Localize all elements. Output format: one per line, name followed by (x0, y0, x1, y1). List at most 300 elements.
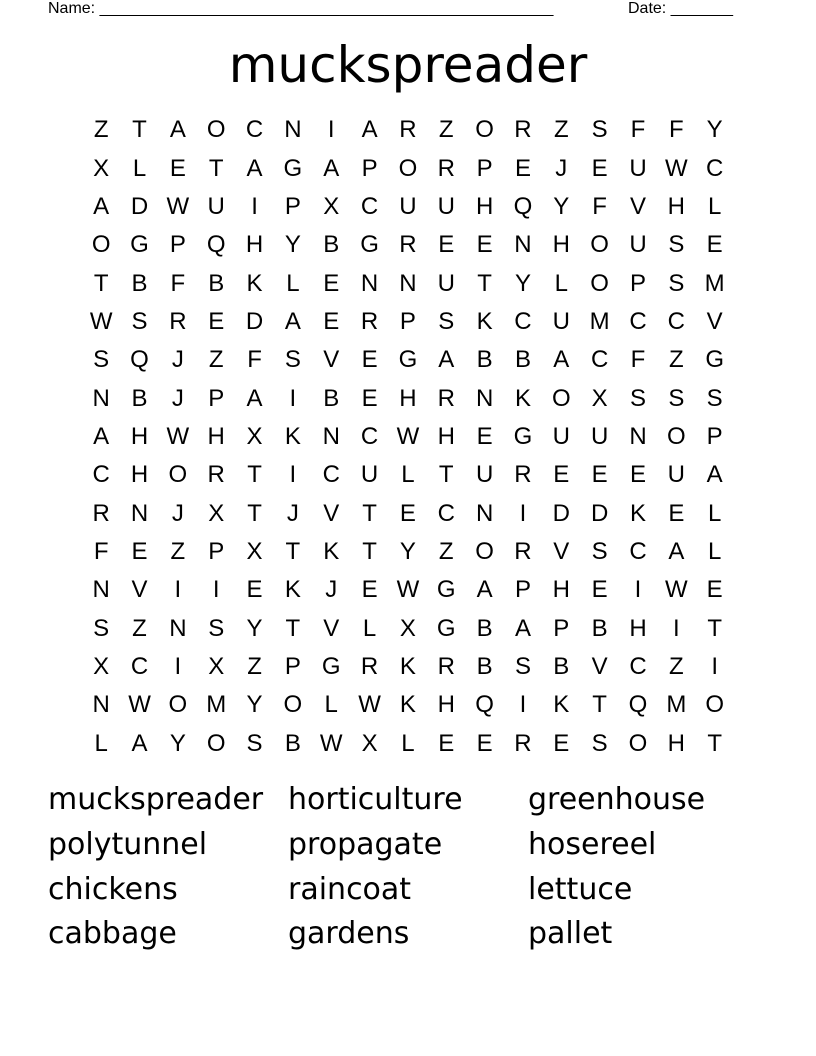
grid-letter[interactable]: P (284, 652, 301, 680)
grid-letter[interactable]: P (208, 537, 225, 565)
grid-letter[interactable]: W (166, 422, 190, 450)
grid-letter[interactable]: T (132, 116, 147, 144)
grid-letter[interactable]: T (438, 461, 454, 489)
grid-letter[interactable]: C (629, 537, 647, 565)
grid-letter[interactable]: O (705, 691, 724, 719)
grid-letter[interactable]: V (323, 346, 340, 374)
header (48, 0, 768, 20)
grid-letter[interactable]: P (361, 154, 378, 182)
grid-letter[interactable]: Z (438, 116, 454, 144)
grid-letter[interactable]: E (323, 307, 340, 335)
grid-letter[interactable]: S (438, 307, 455, 335)
grid-letter[interactable]: P (284, 192, 301, 220)
grid-letter[interactable]: H (245, 231, 264, 259)
grid-letter[interactable]: S (93, 614, 110, 642)
grid-letter[interactable]: Y (246, 614, 263, 642)
grid-letter[interactable]: W (396, 422, 420, 450)
grid-letter[interactable]: L (286, 269, 300, 297)
grid-letter[interactable]: E (553, 461, 570, 489)
grid-letter[interactable]: N (399, 269, 417, 297)
grid-letter[interactable]: Q (130, 346, 149, 374)
grid-letter[interactable]: X (208, 499, 225, 527)
grid-letter[interactable]: Z (553, 116, 569, 144)
grid-letter[interactable]: E (668, 499, 685, 527)
grid-letter[interactable]: G (436, 614, 456, 642)
grid-letter[interactable]: S (514, 652, 531, 680)
grid-letter[interactable]: E (399, 499, 416, 527)
grid-letter[interactable]: A (131, 729, 148, 757)
grid-letter[interactable]: E (591, 461, 608, 489)
grid-letter[interactable]: T (477, 269, 492, 297)
grid-letter[interactable]: H (552, 576, 570, 604)
grid-letter[interactable]: D (552, 499, 570, 527)
grid-letter[interactable]: O (398, 154, 418, 182)
grid-letter[interactable]: O (551, 384, 571, 412)
grid-letter[interactable]: C (514, 307, 532, 335)
grid-letter[interactable]: G (130, 231, 149, 259)
grid-letter[interactable]: V (131, 576, 148, 604)
grid-letter[interactable]: G (513, 422, 533, 450)
grid-letter[interactable]: Z (170, 537, 186, 565)
grid-letter[interactable]: E (361, 384, 378, 412)
grid-letter[interactable]: F (668, 116, 684, 144)
grid-letter[interactable]: F (93, 537, 109, 565)
grid-letter[interactable]: B (553, 652, 570, 680)
word-list-item: chickens (48, 871, 178, 907)
grid-letter[interactable]: Z (438, 537, 454, 565)
grid-letter[interactable]: W (665, 576, 688, 604)
grid-letter[interactable]: L (707, 192, 722, 220)
grid-letter[interactable]: J (325, 576, 338, 604)
grid-letter[interactable]: E (438, 231, 455, 259)
grid-letter[interactable]: G (360, 231, 379, 259)
grid-letter[interactable]: X (323, 192, 340, 220)
grid-letter[interactable]: B (323, 384, 340, 412)
grid-letter[interactable]: F (247, 346, 262, 374)
grid-letter[interactable]: O (168, 461, 188, 489)
grid-letter[interactable]: E (476, 729, 493, 757)
grid-letter[interactable]: T (285, 537, 301, 565)
grid-letter[interactable]: V (323, 499, 340, 527)
grid-letter[interactable]: Z (93, 116, 109, 144)
grid-letter[interactable]: O (628, 729, 648, 757)
grid-letter[interactable]: I (212, 576, 220, 604)
grid-letter[interactable]: C (245, 116, 264, 144)
grid-letter[interactable]: C (360, 192, 379, 220)
grid-letter[interactable]: I (672, 614, 680, 642)
grid-letter[interactable]: R (514, 729, 532, 757)
grid-letter[interactable]: K (323, 537, 340, 565)
grid-letter[interactable]: W (396, 576, 420, 604)
grid-letter[interactable]: E (706, 576, 723, 604)
grid-letter[interactable]: T (247, 461, 262, 489)
grid-letter[interactable]: A (476, 576, 493, 604)
grid-letter[interactable]: L (132, 154, 147, 182)
grid-letter[interactable]: A (246, 154, 263, 182)
grid-letter[interactable]: N (475, 499, 494, 527)
grid-letter[interactable]: J (286, 499, 299, 527)
grid-letter[interactable]: U (552, 422, 570, 450)
grid-letter[interactable]: R (437, 384, 455, 412)
grid-letter[interactable]: R (92, 499, 110, 527)
grid-letter[interactable]: X (93, 652, 110, 680)
grid-letter[interactable]: T (208, 154, 224, 182)
grid-letter[interactable]: G (705, 346, 724, 374)
grid-letter[interactable]: R (169, 307, 187, 335)
grid-letter[interactable]: Y (706, 116, 723, 144)
grid-letter[interactable]: Q (475, 691, 494, 719)
grid-letter[interactable]: S (93, 346, 110, 374)
grid-letter[interactable]: W (319, 729, 343, 757)
grid-letter[interactable]: P (208, 384, 225, 412)
grid-letter[interactable]: N (92, 384, 110, 412)
grid-letter[interactable]: Y (246, 691, 263, 719)
grid-letter[interactable]: A (706, 461, 723, 489)
grid-letter[interactable]: A (284, 307, 301, 335)
grid-letter[interactable]: P (514, 576, 531, 604)
grid-letter[interactable]: R (360, 307, 379, 335)
grid-letter[interactable]: W (665, 154, 688, 182)
grid-letter[interactable]: K (514, 384, 531, 412)
grid-letter[interactable]: C (706, 154, 724, 182)
grid-letter[interactable]: E (476, 231, 493, 259)
grid-letter[interactable]: T (247, 499, 262, 527)
grid-letter[interactable]: C (322, 461, 340, 489)
grid-letter[interactable]: L (707, 499, 722, 527)
grid-letter[interactable]: S (591, 537, 608, 565)
grid-letter[interactable]: U (207, 192, 225, 220)
grid-letter[interactable]: H (437, 691, 455, 719)
grid-letter[interactable]: L (94, 729, 108, 757)
grid-letter[interactable]: S (246, 729, 263, 757)
grid-letter[interactable]: Z (247, 652, 262, 680)
grid-letter[interactable]: I (289, 384, 297, 412)
grid-letter[interactable]: K (553, 691, 570, 719)
grid-letter[interactable]: S (706, 384, 723, 412)
grid-letter[interactable]: N (92, 691, 110, 719)
grid-letter[interactable]: F (170, 269, 186, 297)
grid-letter[interactable]: I (711, 652, 718, 680)
word-list-item: gardens (288, 916, 410, 952)
grid-letter[interactable]: K (399, 652, 416, 680)
grid-letter[interactable]: G (398, 346, 418, 374)
grid-letter[interactable]: Y (284, 231, 301, 259)
grid-letter[interactable]: I (289, 461, 297, 489)
grid-letter[interactable]: U (552, 307, 570, 335)
grid-letter[interactable]: E (591, 576, 608, 604)
grid-letter[interactable]: C (437, 499, 455, 527)
grid-letter[interactable]: U (629, 231, 647, 259)
grid-letter[interactable]: B (476, 652, 493, 680)
word-list-item: lettuce (528, 871, 633, 907)
grid-letter[interactable]: L (401, 729, 415, 757)
grid-letter[interactable]: A (93, 192, 110, 220)
grid-letter[interactable]: Z (668, 652, 684, 680)
grid-letter[interactable]: K (629, 499, 646, 527)
grid-letter[interactable]: R (514, 537, 532, 565)
grid-letter[interactable]: U (437, 269, 455, 297)
grid-letter[interactable]: I (174, 576, 182, 604)
grid-letter[interactable]: A (93, 422, 110, 450)
grid-letter[interactable]: O (590, 269, 609, 297)
grid-letter[interactable]: E (553, 729, 570, 757)
grid-letter[interactable]: L (554, 269, 568, 297)
grid-letter[interactable]: V (629, 192, 646, 220)
grid-letter[interactable]: N (475, 384, 494, 412)
grid-letter[interactable]: F (592, 192, 607, 220)
grid-letter[interactable]: C (667, 307, 685, 335)
grid-letter[interactable]: P (476, 154, 493, 182)
grid-letter[interactable]: M (666, 691, 687, 719)
grid-letter[interactable]: S (591, 729, 608, 757)
grid-letter[interactable]: N (130, 499, 149, 527)
grid-letter[interactable]: T (285, 614, 301, 642)
grid-letter[interactable]: P (553, 614, 570, 642)
grid-letter[interactable]: K (476, 307, 493, 335)
grid-letter[interactable]: X (361, 729, 378, 757)
word-list-item: pallet (528, 916, 613, 952)
grid-letter[interactable]: O (666, 422, 686, 450)
grid-letter[interactable]: O (283, 691, 303, 719)
grid-letter[interactable]: X (399, 614, 416, 642)
grid-letter[interactable]: T (362, 499, 377, 527)
grid-letter[interactable]: B (208, 269, 225, 297)
grid-letter[interactable]: T (707, 729, 722, 757)
grid-letter[interactable]: H (130, 461, 149, 489)
grid-letter[interactable]: O (206, 116, 226, 144)
grid-letter[interactable]: B (131, 269, 148, 297)
grid-letter[interactable]: U (437, 192, 455, 220)
grid-letter[interactable]: R (360, 652, 379, 680)
grid-letter[interactable]: U (667, 461, 685, 489)
grid-letter[interactable]: W (89, 307, 113, 335)
grid-letter[interactable]: E (323, 269, 340, 297)
grid-letter[interactable]: Q (513, 192, 533, 220)
grid-letter[interactable]: S (284, 346, 301, 374)
grid-letter[interactable]: X (591, 384, 608, 412)
grid-letter[interactable]: Q (628, 691, 648, 719)
grid-letter[interactable]: S (208, 614, 225, 642)
grid-letter[interactable]: J (171, 384, 184, 412)
grid-letter[interactable]: E (131, 537, 148, 565)
grid-letter[interactable]: R (207, 461, 225, 489)
grid-letter[interactable]: E (514, 154, 531, 182)
grid-letter[interactable]: W (358, 691, 381, 719)
grid-letter[interactable]: E (361, 346, 378, 374)
grid-letter[interactable]: L (324, 691, 338, 719)
grid-letter[interactable]: J (171, 499, 184, 527)
grid-letter[interactable]: O (475, 537, 494, 565)
grid-letter[interactable]: C (590, 346, 609, 374)
grid-letter[interactable]: O (206, 729, 226, 757)
grid-letter[interactable]: D (130, 192, 149, 220)
grid-letter[interactable]: X (246, 422, 263, 450)
grid-letter[interactable]: I (519, 691, 527, 719)
grid-letter[interactable]: E (208, 307, 225, 335)
puzzle-title: muckspreader (228, 36, 588, 94)
grid-letter[interactable]: S (668, 231, 685, 259)
grid-letter[interactable]: L (707, 537, 722, 565)
grid-letter[interactable]: B (476, 346, 493, 374)
grid-letter[interactable]: A (514, 614, 531, 642)
grid-letter[interactable]: K (246, 269, 263, 297)
grid-letter[interactable]: F (630, 116, 646, 144)
grid-letter[interactable]: H (552, 231, 570, 259)
grid-letter[interactable]: F (630, 346, 646, 374)
grid-letter[interactable]: R (514, 116, 532, 144)
grid-letter[interactable]: G (283, 154, 303, 182)
grid-letter[interactable]: H (475, 192, 494, 220)
grid-letter[interactable]: E (476, 422, 493, 450)
grid-letter[interactable]: O (91, 231, 111, 259)
grid-letter[interactable]: R (399, 116, 417, 144)
grid-letter[interactable]: C (629, 307, 647, 335)
grid-letter[interactable]: S (668, 269, 685, 297)
grid-letter[interactable]: V (553, 537, 570, 565)
grid-letter[interactable]: P (399, 307, 416, 335)
grid-letter[interactable]: B (284, 729, 301, 757)
grid-letter[interactable]: G (436, 576, 456, 604)
grid-letter[interactable]: I (327, 116, 335, 144)
grid-letter[interactable]: X (208, 652, 225, 680)
word-list-item: muckspreader (48, 782, 264, 817)
grid-letter[interactable]: S (629, 384, 646, 412)
grid-letter[interactable]: T (93, 269, 109, 297)
grid-letter[interactable]: N (322, 422, 340, 450)
grid-letter[interactable]: X (246, 537, 263, 565)
grid-letter[interactable]: H (629, 614, 647, 642)
grid-letter[interactable]: L (362, 614, 377, 642)
grid-letter[interactable]: T (362, 537, 377, 565)
grid-letter[interactable]: K (284, 422, 301, 450)
grid-letter[interactable]: Y (169, 729, 186, 757)
grid-letter[interactable]: H (667, 192, 685, 220)
grid-letter[interactable]: Y (399, 537, 416, 565)
grid-letter[interactable]: I (251, 192, 258, 220)
grid-letter[interactable]: E (361, 576, 378, 604)
grid-letter[interactable]: Y (514, 269, 531, 297)
grid-letter[interactable]: N (360, 269, 379, 297)
grid-letter[interactable]: X (93, 154, 110, 182)
grid-letter[interactable]: K (284, 576, 301, 604)
grid-letter[interactable]: H (667, 729, 685, 757)
grid-letter[interactable]: C (130, 652, 149, 680)
grid-letter[interactable]: P (706, 422, 723, 450)
grid-letter[interactable]: V (591, 652, 608, 680)
grid-letter[interactable]: R (437, 154, 455, 182)
grid-letter[interactable]: U (399, 192, 417, 220)
grid-letter[interactable]: E (706, 231, 723, 259)
grid-letter[interactable]: N (284, 116, 302, 144)
grid-letter[interactable]: M (206, 691, 227, 719)
grid-letter[interactable]: Z (208, 346, 224, 374)
grid-letter[interactable]: M (589, 307, 610, 335)
word-list-item: greenhouse (528, 782, 706, 817)
grid-letter[interactable]: H (399, 384, 417, 412)
grid-letter[interactable]: N (629, 422, 647, 450)
grid-letter[interactable]: A (438, 346, 455, 374)
grid-letter[interactable]: H (437, 422, 455, 450)
grid-letter[interactable]: L (401, 461, 415, 489)
grid-letter[interactable]: U (360, 461, 379, 489)
grid-letter[interactable]: W (128, 691, 151, 719)
grid-letter[interactable]: K (399, 691, 416, 719)
grid-letter[interactable]: V (706, 307, 723, 335)
grid-letter[interactable]: H (130, 422, 149, 450)
grid-letter[interactable]: C (92, 461, 110, 489)
grid-letter[interactable]: A (169, 116, 186, 144)
grid-letter[interactable]: U (629, 154, 647, 182)
grid-letter[interactable]: C (629, 652, 647, 680)
grid-letter[interactable]: U (475, 461, 494, 489)
grid-letter[interactable]: Q (206, 231, 226, 259)
grid-letter[interactable]: Z (132, 614, 147, 642)
grid-letter[interactable]: S (591, 116, 608, 144)
grid-letter[interactable]: O (168, 691, 188, 719)
grid-letter[interactable]: D (590, 499, 609, 527)
grid-letter[interactable]: B (476, 614, 493, 642)
grid-letter[interactable]: G (321, 652, 341, 680)
grid-letter[interactable]: B (514, 346, 531, 374)
grid-letter[interactable]: R (514, 461, 532, 489)
letter-grid (82, 111, 734, 763)
grid-letter[interactable]: M (704, 269, 725, 297)
grid-letter[interactable]: C (360, 422, 379, 450)
grid-letter[interactable]: A (323, 154, 340, 182)
grid-letter[interactable]: E (246, 576, 263, 604)
grid-letter[interactable]: B (131, 384, 148, 412)
grid-letter[interactable]: I (519, 499, 527, 527)
grid-letter[interactable]: P (629, 269, 646, 297)
grid-letter[interactable]: Y (553, 192, 570, 220)
grid-letter[interactable]: Z (668, 346, 684, 374)
grid-letter[interactable]: O (590, 231, 609, 259)
grid-letter[interactable]: J (555, 154, 568, 182)
grid-letter[interactable]: W (166, 192, 190, 220)
grid-letter[interactable]: N (514, 231, 532, 259)
grid-letter[interactable]: D (245, 307, 264, 335)
grid-letter[interactable]: R (437, 652, 455, 680)
grid-letter[interactable]: A (361, 116, 378, 144)
grid-letter[interactable]: O (475, 116, 494, 144)
grid-letter[interactable]: T (707, 614, 722, 642)
grid-letter[interactable]: S (131, 307, 148, 335)
grid-letter[interactable]: N (169, 614, 187, 642)
grid-letter[interactable]: P (169, 231, 186, 259)
grid-letter[interactable]: H (207, 422, 225, 450)
grid-letter[interactable]: A (668, 537, 685, 565)
grid-letter[interactable]: B (323, 231, 340, 259)
grid-letter[interactable]: R (399, 231, 417, 259)
grid-letter[interactable]: B (591, 614, 608, 642)
grid-letter[interactable]: A (246, 384, 263, 412)
grid-letter[interactable]: I (174, 652, 182, 680)
grid-letter[interactable]: E (591, 154, 608, 182)
grid-letter[interactable]: A (553, 346, 570, 374)
grid-letter[interactable]: S (668, 384, 685, 412)
grid-letter[interactable]: E (169, 154, 186, 182)
grid-letter[interactable]: J (171, 346, 184, 374)
word-list-item: polytunnel (48, 826, 208, 862)
grid-letter[interactable]: I (634, 576, 642, 604)
word-list-item: propagate (288, 826, 443, 862)
grid-letter[interactable]: E (438, 729, 455, 757)
grid-letter[interactable]: T (592, 691, 607, 719)
grid-letter[interactable]: E (629, 461, 646, 489)
grid-letter[interactable]: U (590, 422, 609, 450)
grid-letter[interactable]: N (92, 576, 110, 604)
grid-letter[interactable]: V (323, 614, 340, 642)
